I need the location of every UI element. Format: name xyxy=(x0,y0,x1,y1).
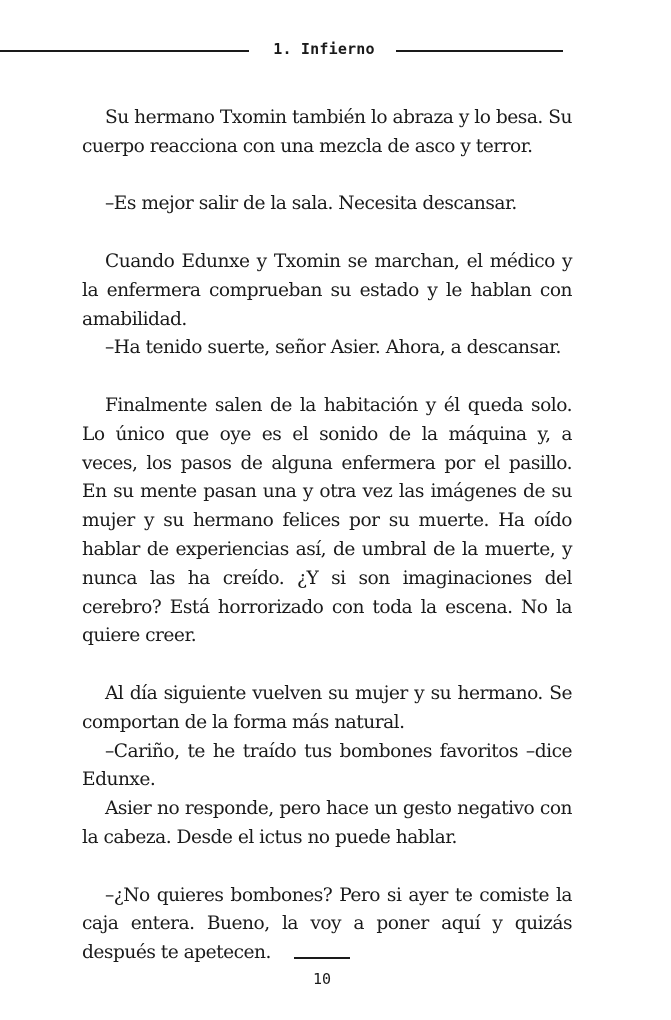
paragraph: Al día siguiente vuelven su mujer y su hermano. Se comportan de la forma más natural. xyxy=(82,682,572,733)
paragraph: Finalmente salen de la habitación y él queda solo. Lo único que oye es el sonido de la máquina y, a veces, los pasos de alguna enfermera por el pasillo. En su mente pasan una y otra vez las imágenes de su mujer y su hermano felices por su muerte. Ha oído hablar de experiencias así, de umbral de la muerte, y nunca las ha creído. ¿Y si son imaginaciones del cerebro? Está horrorizado con toda la escena. No la quiere creer. xyxy=(82,394,572,647)
paragraph: –Ha tenido suerte, señor Asier. Ahora, a descansar. xyxy=(105,337,561,359)
paragraph: –Cariño, te he traído tus bombones favoritos –dice Edunxe. xyxy=(82,740,572,791)
header-rule-left xyxy=(0,50,249,52)
body-text xyxy=(82,104,572,968)
page-number: 10 xyxy=(312,970,332,988)
paragraph: –Es mejor salir de la sala. Necesita descansar. xyxy=(105,193,517,215)
running-header xyxy=(0,38,671,64)
footer-rule xyxy=(294,957,350,959)
paragraph: Cuando Edunxe y Txomin se marchan, el médico y la enfermera comprueban su estado y le hablan con amabilidad. xyxy=(82,250,572,330)
chapter-title: 1. Infierno xyxy=(273,40,375,58)
paragraph: –¿No quieres bombones? Pero si ayer te comiste la caja entera. Bueno, la voy a poner aquí y quizás después te apetecen. xyxy=(82,884,572,964)
paragraph: Asier no responde, pero hace un gesto negativo con la cabeza. Desde el ictus no puede hablar. xyxy=(82,798,572,848)
paragraph: Su hermano Txomin también lo abraza y lo besa. Su cuerpo reacciona con una mezcla de asco y terror. xyxy=(82,107,572,157)
header-rule-right xyxy=(396,50,563,52)
